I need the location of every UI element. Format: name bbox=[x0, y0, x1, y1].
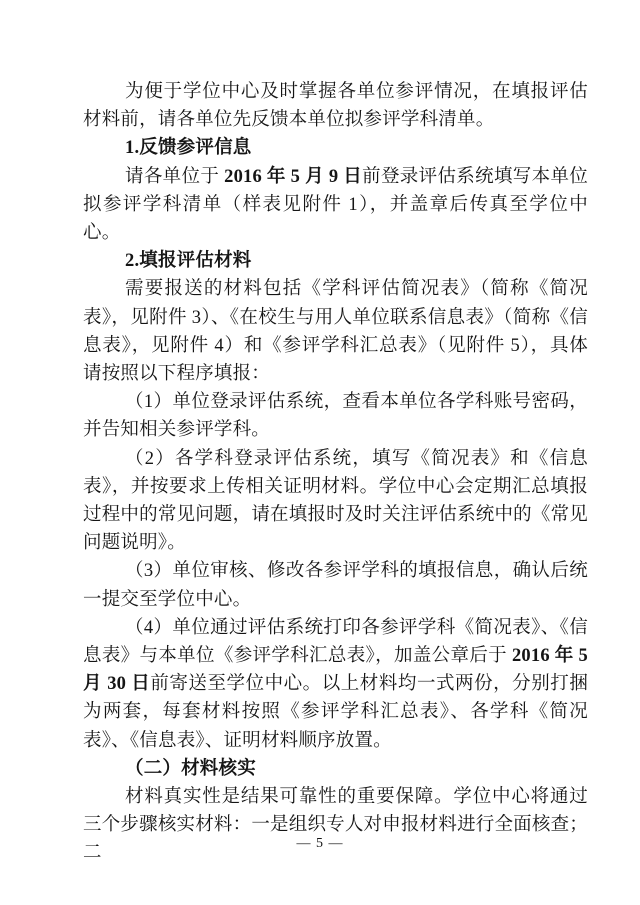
page-number: — 5 — bbox=[296, 836, 344, 851]
heading-fill-materials: 2.填报评估材料 bbox=[125, 251, 252, 272]
paragraph-step2: （2）各学科登录评估系统，填写《简况表》和《信息表》，并按要求上传相关证明材料。学位中心会定期汇总填报过程中的常见问题，请在填报时及时关注评估系统中的《常见问题说明》。 bbox=[83, 448, 588, 554]
text-segment: （4）单位通过评估系统打印各参评学科《简况表》、《信息表》与本单位《参评学科汇总表》，加盖公章后于 bbox=[83, 617, 588, 667]
paragraph-step3: （3）单位审核、修改各参评学科的填报信息，确认后统一提交至学位中心。 bbox=[83, 561, 588, 610]
text-segment: 请各单位于 bbox=[125, 166, 225, 187]
paragraph-intro: 为便于学位中心及时掌握各单位参评情况，在填报评估材料前，请各单位先反馈本单位拟参评学科清单。 bbox=[83, 82, 588, 131]
paragraph-materials-list: 需要报送的材料包括《学科评估简况表》（简称《简况表》，见附件 3）、《在校生与用人单位联系信息表》（简称《信息表》，见附件 4）和《参评学科汇总表》（见附件 5），具体请按照以下程序填报： bbox=[83, 279, 588, 385]
heading-material-verification: （二）材料核实 bbox=[125, 758, 256, 779]
heading-feedback-info: 1.反馈参评信息 bbox=[125, 138, 252, 159]
paragraph-step1: （1）单位登录评估系统，查看本单位各学科账号密码，并告知相关参评学科。 bbox=[83, 392, 588, 441]
deadline-date-may9: 2016 年 5 月 9 日 bbox=[224, 166, 363, 187]
text-segment: 前登录评估系统填写本单位拟参评学科清单（样表见附件 1），并盖章后传真至学位中心。 bbox=[83, 166, 588, 244]
document-body bbox=[83, 78, 588, 868]
paragraph-step4 bbox=[83, 614, 588, 755]
paragraph-feedback-deadline bbox=[83, 163, 588, 248]
paragraph-verification: 材料真实性是结果可靠性的重要保障。学位中心将通过三个步骤核实材料：一是组织专人对申报材料进行全面核查；二 bbox=[83, 787, 588, 864]
text-segment: 前寄送至学位中心。以上材料均一式两份，分别打捆为两套，每套材料按照《参评学科汇总表》、各学科《简况表》、《信息表》、证明材料顺序放置。 bbox=[83, 674, 588, 751]
deadline-date-may30: 2016 年 5 月 30 日 bbox=[83, 646, 588, 695]
